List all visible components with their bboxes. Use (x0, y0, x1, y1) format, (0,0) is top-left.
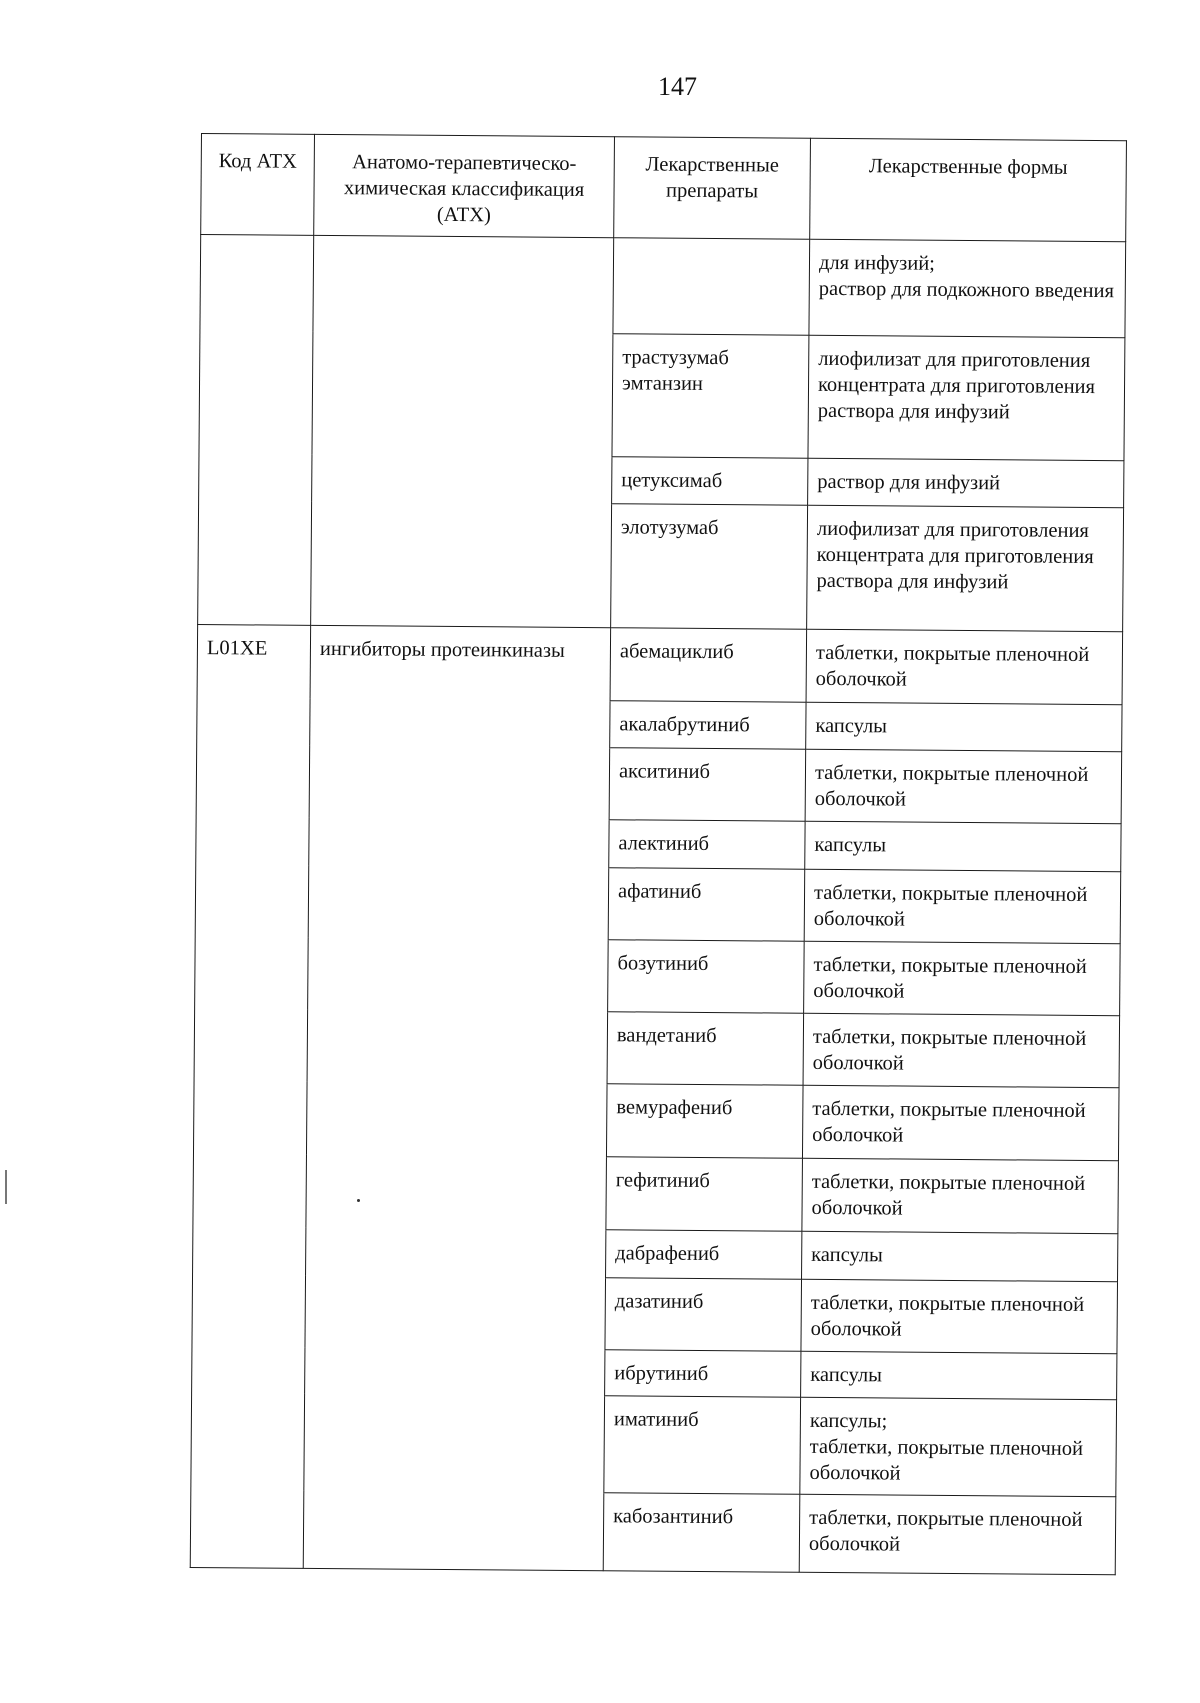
cell-code (200, 235, 314, 332)
cell-drug: акситиниб (609, 748, 806, 822)
cell-drug: элотузумаб (611, 504, 808, 630)
cell-form: капсулы; таблетки, покрытые пленочной оболочкой (800, 1397, 1117, 1496)
cell-atc (306, 1081, 607, 1156)
table-row (191, 1392, 1117, 1496)
cell-form: таблетки, покрытые пленочной оболочкой (799, 1494, 1116, 1574)
table-row (197, 697, 1122, 751)
cell-drug: дазатиниб (605, 1278, 802, 1352)
drug-table (190, 133, 1127, 1575)
cell-drug: вемурафениб (606, 1084, 803, 1159)
cell-atc (310, 698, 610, 747)
table-row (196, 816, 1121, 871)
scan-speck (357, 1199, 360, 1202)
cell-atc (309, 745, 610, 819)
cell-drug: акалабрутиниб (610, 701, 806, 750)
cell-form: капсулы (801, 1351, 1117, 1399)
cell-code (193, 1153, 307, 1227)
header-code: Код АТХ (201, 134, 315, 236)
cell-form: таблетки, покрытые пленочной оболочкой (805, 749, 1122, 823)
table-row (194, 1008, 1120, 1087)
cell-form: капсулы (802, 1231, 1118, 1281)
cell-code (191, 1392, 305, 1490)
cell-form: таблетки, покрытые пленочной оболочкой (802, 1085, 1119, 1160)
cell-code (197, 697, 310, 745)
cell-form: лиофилизат для приготовления концентрата для приготовления раствора для инфузий (808, 335, 1125, 460)
cell-form: таблетки, покрытые пленочной оболочкой (801, 1279, 1118, 1353)
cell-atc (312, 454, 612, 503)
cell-atc (307, 1009, 608, 1083)
cell-atc: ингибиторы протеинкиназы (310, 625, 611, 700)
cell-form: капсулы (806, 702, 1122, 751)
cell-code (193, 1080, 307, 1154)
cell-atc (308, 865, 609, 939)
cell-drug: алектиниб (609, 820, 805, 870)
cell-code (194, 1008, 308, 1081)
cell-drug: абемациклиб (610, 628, 807, 703)
cell-code (199, 453, 312, 501)
cell-code (195, 864, 309, 937)
cell-code (190, 1489, 304, 1568)
scan-margin-mark (5, 1170, 7, 1204)
cell-drug: иматиниб (604, 1396, 801, 1495)
cell-atc (305, 1275, 606, 1349)
cell-drug: гефитиниб (606, 1157, 803, 1232)
cell-drug: цетуксимаб (612, 457, 808, 506)
cell-drug (613, 238, 810, 336)
cell-atc (306, 1227, 606, 1277)
cell-form: капсулы (805, 821, 1121, 871)
table-row (196, 744, 1122, 823)
table-row (198, 500, 1124, 631)
cell-atc (308, 937, 609, 1011)
cell-form: таблетки, покрытые пленочной оболочкой (804, 869, 1121, 943)
cell-drug: бозутиниб (608, 940, 805, 1014)
cell-code (196, 816, 309, 865)
cell-code (192, 1346, 305, 1393)
cell-code (192, 1274, 306, 1347)
cell-atc (311, 501, 612, 627)
cell-code (195, 936, 309, 1009)
cell-form: для инфузий; раствор для подкожного введения (809, 239, 1126, 337)
table-row (192, 1274, 1118, 1353)
header-atc: Анатомо-терапевтическо-химическая классификация (АТХ) (314, 134, 615, 237)
cell-form: раствор для инфузий (808, 458, 1124, 507)
cell-atc (303, 1490, 604, 1570)
table-row (192, 1346, 1117, 1399)
cell-code: L01XE (197, 624, 311, 698)
table-row (193, 1080, 1119, 1160)
table-row (197, 624, 1123, 704)
page-number: 147 (658, 72, 697, 101)
cell-form: лиофилизат для приготовления концентрата для приготовления раствора для инфузий (807, 505, 1124, 631)
header-forms: Лекарственные формы (810, 138, 1127, 241)
cell-drug: дабрафениб (606, 1230, 802, 1280)
cell-atc (304, 1393, 605, 1492)
cell-form: таблетки, покрытые пленочной оболочкой (803, 1013, 1120, 1087)
cell-form: таблетки, покрытые пленочной оболочкой (804, 941, 1121, 1015)
table-header-row (201, 134, 1127, 242)
table-row (199, 453, 1124, 507)
cell-code (193, 1226, 306, 1275)
cell-drug: трастузумаб эмтанзин (612, 334, 809, 459)
table-row (199, 330, 1125, 460)
cell-atc (313, 235, 614, 333)
table-row (193, 1153, 1119, 1233)
cell-form: таблетки, покрытые пленочной оболочкой (806, 629, 1123, 704)
cell-form: таблетки, покрытые пленочной оболочкой (802, 1158, 1119, 1233)
table-row (193, 1226, 1118, 1281)
cell-code (199, 330, 313, 454)
cell-drug: ибрутиниб (605, 1350, 801, 1398)
cell-drug: вандетаниб (607, 1012, 804, 1086)
cell-atc (305, 1347, 605, 1395)
cell-atc (309, 817, 609, 867)
table-row (195, 864, 1121, 943)
cell-code (198, 500, 312, 625)
cell-code (196, 744, 310, 817)
header-drugs: Лекарственные препараты (614, 137, 811, 240)
table-row (190, 1489, 1116, 1574)
cell-drug: афатиниб (608, 868, 805, 942)
table-row (200, 235, 1126, 338)
cell-drug: кабозантиниб (603, 1493, 800, 1573)
cell-atc (306, 1154, 607, 1229)
table-row (195, 936, 1121, 1015)
cell-atc (312, 331, 613, 456)
